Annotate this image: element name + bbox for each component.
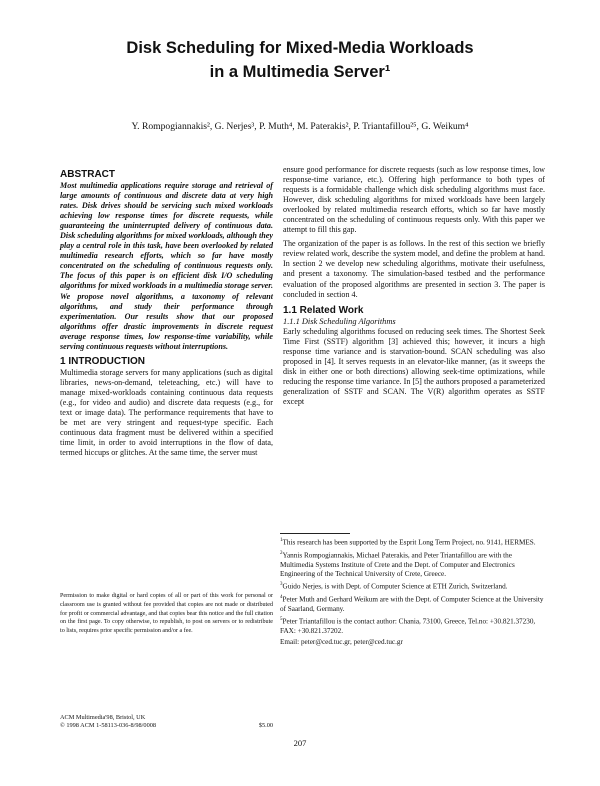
venue-price: $5.00 (258, 722, 273, 730)
disk-scheduling-subheading: 1.1.1 Disk Scheduling Algorithms (283, 316, 396, 326)
paper-title-line-1: Disk Scheduling for Mixed-Media Workloads (126, 39, 474, 57)
venue-conference: ACM Multimedia'98, Bristol, UK (60, 714, 146, 721)
venue-isbn: © 1998 ACM 1-58113-036-8/98/0008 (60, 722, 157, 730)
related-work-heading: 1.1 Related Work (283, 304, 364, 316)
paper-title-line-2: in a Multimedia Server¹ (209, 63, 391, 81)
copyright-notice (60, 592, 273, 636)
page-number: 207 (293, 738, 307, 748)
introduction-heading: 1 INTRODUCTION (60, 355, 145, 367)
author-list: Y. Rompogiannakis², G. Nerjes³, P. Muth⁴, M. Paterakis², P. Triantafillou²⁵, G. Weikum⁴ (131, 121, 469, 132)
footnote-rule (280, 533, 350, 534)
right-para-1: ensure good performance for discrete requests (such as low response times, low response-time variance, etc.). Offering high performance to both types of requests is a formidable challenge which disk scheduling algorithms must face. However, disk scheduling algorithms for mixed workloads have been largely overlooked by related multimedia research efforts, which so far have mostly concentrated on the scheduling of continuous requests only. With this paper we attempt to fill this gap. (283, 165, 545, 235)
footnote-5: $^5$Peter Triantafillou is the contact author: Chania, 73100, Greece, Tel.no: +30.821.37230, FAX: +30.821.37202. (280, 617, 536, 636)
venue-copyright-line (60, 722, 273, 730)
permission-text: Permission to make digital or hard copies of all or part of this work for personal or classroom use is granted without fee provided that copies are not made or distributed for profit or commercial advantage, and that copies bear this notice and the full citation on the first page. To copy otherwise, to republish, to post on servers or to redistribute to lists, requires prior specific permission and/or a fee. (60, 593, 273, 635)
right-para-2: The organization of the paper is as follows. In the rest of this section we briefly review related work, describe the system model, and define the problem at hand. In section 2 we develop new scheduling algorithms, motivate their usefulness, and present a taxonomy. The simulation-based testbed and the performance evaluation of the proposed algorithms are presented in section 3. The paper is concluded in section 4. (283, 239, 545, 299)
venue-info (60, 714, 273, 730)
footnote-1: $^1$This research has been supported by the Esprit Long Term Project, no. 9141, HERMES. (280, 538, 536, 547)
introduction-text: Multimedia storage servers for many applications (such as digital libraries, news-on-demand, teleteaching, etc.) will have to manage mixed-workloads containing continuous data requests (e.g., for video and audio) and discrete data requests (e.g., for text or image data). The performance requirements that have to be met are very stringent and request-type specific. Each continuous data fragment must be delivered within a specified time limit, in order to avoid interruptions in the flow of data, termed hiccups or glitches. At the same time, the server must (60, 367, 273, 458)
abstract-text: Most multimedia applications require storage and retrieval of large amounts of continuous and discrete data at very high rates. Disk drives should be servicing such mixed workloads achieving low response times for discrete requests, while guaranteeing the uninterrupted delivery of continuous data. Disk scheduling algorithms for mixed workloads, although they play a central role in this task, have been overlooked by related multimedia research efforts, which so far have mostly concentrated on the scheduling of continuous requests only. The focus of this paper is on efficient disk I/O scheduling algorithms for mixed workloads in a multimedia storage server. We propose novel algorithms, a taxonomy of relevant algorithms, and study their performance through experimentation. Our results show that our proposed algorithms offer drastic improvements in discrete request average response times, low response-time variability, while serving continuous requests without interruptions. (60, 181, 273, 351)
contact-email[interactable]: Email: peter@ced.tuc.gr, peter@ced.tuc.gr (280, 637, 403, 646)
right-para-3: Early scheduling algorithms focused on reducing seek times. The Shortest Seek Time First (SSTF) algorithm [3] achieved this; however, it incurs a high response time variance and is starvation-bound. SCAN scheduling was also proposed in [4]. It serves requests in an elevator-like manner, (as it sweeps the disk in either one or both directions) allowing seek-time optimizations, while reducing the response time variance. In [5] the authors proposed a parameterized generalization of SSTF and SCAN. The V(R) algorithm operates as SSTF except (283, 326, 545, 406)
footnote-3: $^3$Guido Nerjes, is with Dept. of Computer Science at ETH Zurich, Switzerland. (280, 582, 508, 591)
abstract-heading: ABSTRACT (60, 169, 115, 180)
footnote-4: $^4$Peter Muth and Gerhard Weikum are with the Dept. of Computer Science at the University of Saarland, Germany. (280, 595, 544, 613)
footnote-2: $^2$Yannis Rompogiannakis, Michael Paterakis, and Peter Triantafillou are with the Multimedia Systems Institute of Crete and the Dept. of Computer and Electronics Engineering of the Technical University of Crete, Greece. (280, 550, 515, 578)
footnotes (280, 536, 546, 648)
left-column (60, 169, 273, 458)
right-column (283, 165, 545, 407)
